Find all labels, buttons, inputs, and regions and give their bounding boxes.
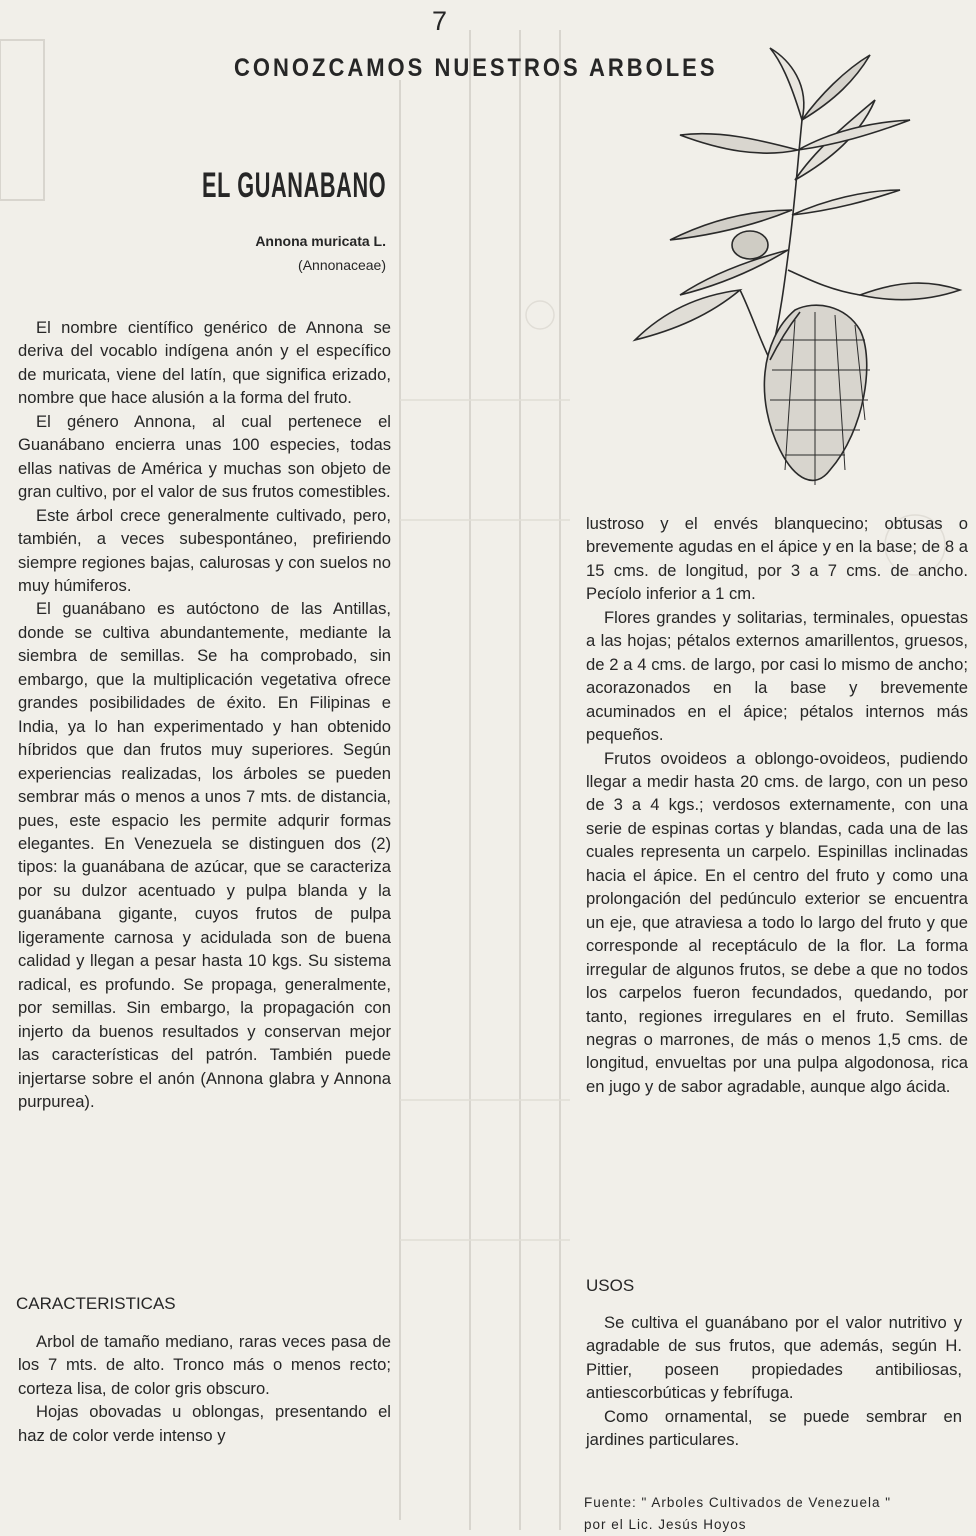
usos-paragraph: Como ornamental, se puede sembrar en jardines particulares.: [586, 1406, 962, 1450]
intro-paragraph: El guanábano es autóctono de las Antillas, donde se cultiva abundantemente, mediante la siembra de semillas. Se ha comprobado, sin embargo, que la multiplicación vegetativa ofrece grandes posibilidades de éxito. En Filipinas e India, ya lo han experimentado y han obtenido híbridos que dan frutos muy superiores. Según experiencias realizadas, los árboles se pueden sembrar más o menos a unos 7 mts. de distancia, pues, este espacio les permite adqurir formas elegantes. En Venezuela se distinguen dos (2) tipos: la guanábana de azúcar, que se caracteriza por su dulzor acentuado y pulpa blanda y la guanábana gigante, cuyos frutos de pulpa ligeramente carnosa y acidulada son de buena calidad y llegan a pesar hasta 10 kgs. Su sistema radical, es profundo. Se propaga, generalmente, por semillas. Sin embargo, la propagación con injerto da buenos resultados y conservan mejor las características del patrón. También puede injertarse sobre el anón (Annona glabra y Annona purpurea).: [18, 599, 391, 1111]
fruits-paragraph: Frutos ovoideos a oblongo-ovoideos, pudiendo llegar a medir hasta 20 cms. de largo, con un peso de 3 a 4 kgs.; verdosos externamente, con una serie de espinas cortas y blandas, cada una de las cuales representa un carpelo. Espinillas inclinadas hacia el ápice. En el centro del fruto y como una prolongación del pedúnculo exterior se encuentra un eje, que atraviesa a todo lo largo del fruto y que corresponde al receptáculo de la flor. La forma irregular de algunos frutos, se debe a que no todos los carpelos fueron fecundados, quedando, por tanto, regiones irregulares en el fruto. Semillas negras o marrones, de más o menos 1,5 cms. de longitud, envueltas por una pulpa algodonosa, rica en jugo y de sabor agradable, aunque algo ácida.: [586, 748, 968, 1096]
source-line: Fuente: " Arboles Cultivados de Venezuela ": [584, 1495, 892, 1510]
intro-paragraph: El nombre científico genérico de Annona se deriva del vocablo indígena anón y el específico de muricata, viene del latín, que significa erizado, nombre que hace alusión a la forma del fruto.: [18, 318, 391, 408]
usos-column: [586, 1311, 962, 1452]
article-title: EL GUANABANO: [202, 166, 387, 205]
series-title: CONOZCAMOS NUESTROS ARBOLES: [234, 53, 718, 82]
flowers-paragraph: Flores grandes y solitarias, terminales, opuestas a las hojas; pétalos externos amarillentos, gruesos, de 2 a 4 cms. de largo, por casi lo mismo de ancho; acorazonados en la base y brevemente acuminados en el ápice; pétalos internos más pequeños.: [586, 607, 968, 745]
scientific-name-block: [255, 229, 386, 277]
source-citation: [584, 1492, 891, 1536]
page-number: 7: [432, 6, 448, 36]
leaves-continued-paragraph: lustroso y el envés blanquecino; obtusas o brevemente agudas en el ápice y en la base; de 8 a 15 cms. de longitud, por 3 a 7 cms. de ancho. Pecíolo inferior a 1 cm.: [586, 514, 968, 604]
caracteristicas-paragraph: Arbol de tamaño mediano, raras veces pasa de los 7 mts. de alto. Tronco más o menos recto; corteza lisa, de color gris obscuro.: [18, 1332, 391, 1398]
caracteristicas-column: [18, 1330, 391, 1447]
usos-heading: USOS: [586, 1276, 635, 1295]
guanabana-branch-fruit-icon: [620, 40, 976, 500]
family-name: (Annonaceae): [298, 257, 386, 273]
usos-paragraph: Se cultiva el guanábano por el valor nutritivo y agradable de sus frutos, que además, según H. Pittier, poseen propiedades antibiliosas, antiescorbúticas y febrífuga.: [586, 1313, 962, 1403]
caracteristicas-continued-column: [586, 512, 968, 1098]
intro-paragraph: Este árbol crece generalmente cultivado, pero, también, a veces subespontáneo, prefiriendo siempre regiones bajas, calurosas y con suelos no muy húmiferos.: [18, 505, 391, 595]
intro-column: [18, 316, 391, 1113]
intro-paragraph: El género Annona, al cual pertenece el Guanábano encierra unas 100 especies, todas ellas nativas de América y muchas son objeto de gran cultivo, por el valor de sus frutos comestibles.: [18, 411, 391, 502]
caracteristicas-paragraph: Hojas obovadas u oblongas, presentando el haz de color verde intenso y: [18, 1402, 391, 1445]
source-author: por el Lic. Jesús Hoyos: [584, 1517, 747, 1532]
scientific-name: Annona muricata L.: [255, 233, 386, 249]
caracteristicas-heading: CARACTERISTICAS: [16, 1294, 176, 1313]
